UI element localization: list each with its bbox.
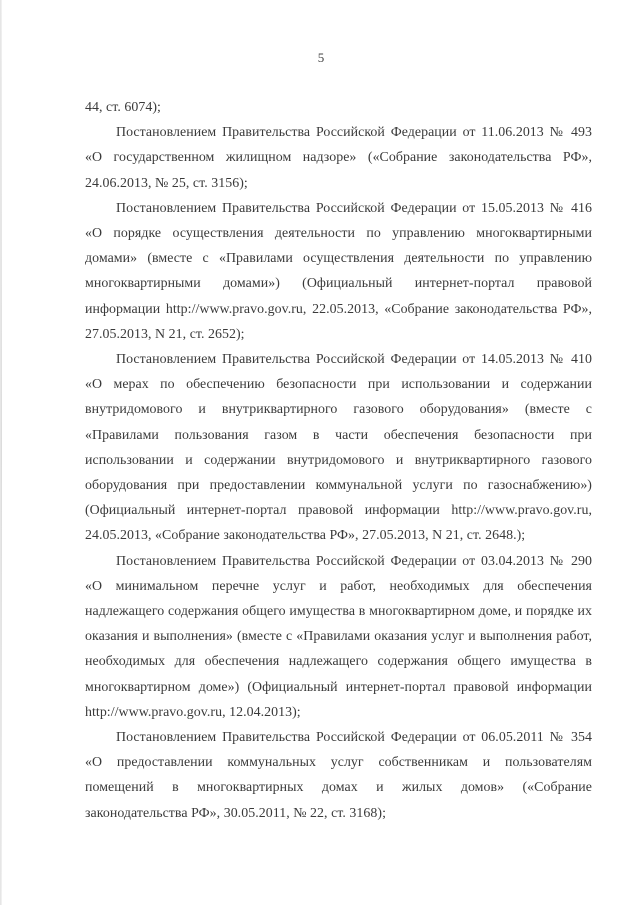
paragraph-resolution-416: Постановлением Правительства Российской Федерации от 15.05.2013 № 416 «О порядке осуществления деятельности по управлению многоквартирными домами» (вместе с «Правилами осуществления деятельности по управлению многоквартирными домами») (Официальный интернет-портал правовой информации http://www.pravo.gov.ru, 22.05.2013, «Собрание законодательства РФ», 27.05.2013, N 21, ст. 2652); [85,200,592,342]
scan-edge [1,0,2,905]
paragraph-resolution-410: Постановлением Правительства Российской Федерации от 14.05.2013 № 410 «О мерах по обеспечению безопасности при использовании и содержании внутридомового и внутриквартирного газового оборудования» (вместе с «Правилами пользования газом в части обеспечения безопасности при использовании и содержании внутридомового и внутриквартирного газового оборудования при предоставлении коммунальной услуги по газоснабжению») (Официальный интернет-портал правовой информации http://www.pravo.gov.ru, 24.05.2013, «Собрание законодательства РФ», 27.05.2013, N 21, ст. 2648.); [85,352,592,544]
paragraph-continuation: 44, ст. 6074); [85,100,161,115]
paragraph-resolution-354: Постановлением Правительства Российской Федерации от 06.05.2011 № 354 «О предоставлении коммунальных услуг собственникам и пользователям помещений в многоквартирных домах и жилых домов» («Собрание законодательства РФ», 30.05.2011, № 22, ст. 3168); [85,730,592,821]
paragraph-resolution-290: Постановлением Правительства Российской Федерации от 03.04.2013 № 290 «О минимальном перечне услуг и работ, необходимых для обеспечения надлежащего содержания общего имущества в многоквартирном доме, и порядке их оказания и выполнения» (вместе с «Правилами оказания услуг и выполнения работ, необходимых для обеспечения надлежащего содержания общего имущества в многоквартирном доме») (Официальный интернет-портал правовой информации http://www.pravo.gov.ru, 12.04.2013); [85,553,592,720]
paragraph-resolution-493: Постановлением Правительства Российской Федерации от 11.06.2013 № 493 «О государственном жилищном надзоре» («Собрание законодательства РФ», 24.06.2013, № 25, ст. 3156); [85,125,592,191]
document-body [85,95,592,826]
page-number: 5 [317,50,325,65]
